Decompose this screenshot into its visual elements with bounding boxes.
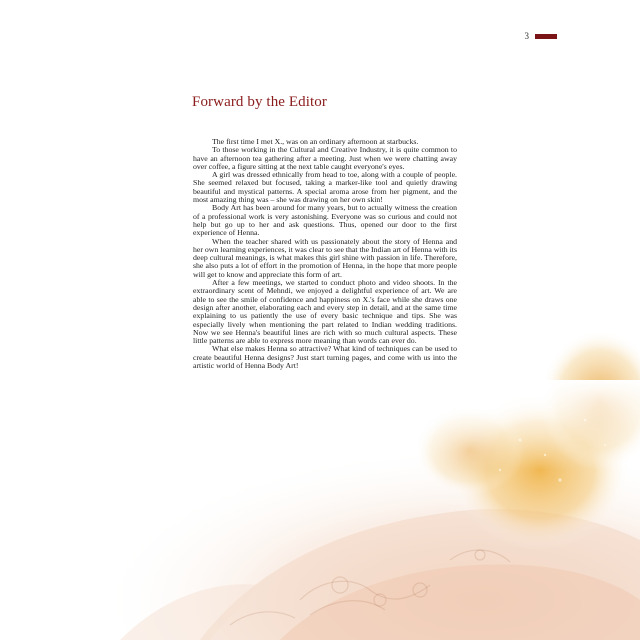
body-text: [193, 138, 457, 370]
page-number: 3: [524, 31, 529, 41]
paragraph: What else makes Henna so attractive? What kind of techniques can be used to create beautiful Henna designs? Just start turning pages, and come with us into the artistic world of Henna Body Art!: [193, 344, 457, 371]
paragraph: To those working in the Cultural and Creative Industry, it is quite common to have an afternoon tea gathering after a meeting. Just when we were chatting away over coffee, a figure sitting at the next table caught everyone's eyes.: [193, 145, 457, 171]
page-number-marker: [535, 34, 557, 39]
paragraph: After a few meetings, we started to conduct photo and video shoots. In the extraordinary scent of Mehndi, we enjoyed a delightful experience of art. We are able to see the smile of confidence and happiness on X.'s face while she draws one design after another, elaborating each and every step in detail, and at the same time explaining to us patiently the use of every basic technique and tips. She was especially lively when mentioning the part related to Indian wedding traditions. Now we see Henna's beautiful lines are rich with so much cultural aspects. These little patterns are able to express more meaning than words can ever do.: [193, 278, 457, 346]
paragraph: The first time I met X., was on an ordinary afternoon at starbucks.: [212, 137, 419, 146]
chapter-title: Forward by the Editor: [192, 94, 327, 110]
paragraph: Body Art has been around for many years, but to actually witness the creation of a professional work is very astonishing. Everyone was so curious and could not help but go up to her and ask questions. Thus, opened our door to the first experience of Henna.: [193, 203, 457, 238]
paragraph: A girl was dressed ethnically from head to toe, along with a couple of people. She seemed relaxed but focused, taking a marker-like tool and quietly drawing beautiful and mystical patterns. A special aroma arose from her pigment, and the most amazing thing was – she was drawing on her own skin!: [193, 170, 457, 205]
paragraph: When the teacher shared with us passionately about the story of Henna and her own learning experiences, it was clear to see that the Indian art of Henna with its deep cultural meanings, is what makes this girl shine with passion in life. Therefore, she also puts a lot of effort in the promotion of Henna, in the hope that more people will get to know and appreciate this form of art.: [193, 236, 457, 279]
